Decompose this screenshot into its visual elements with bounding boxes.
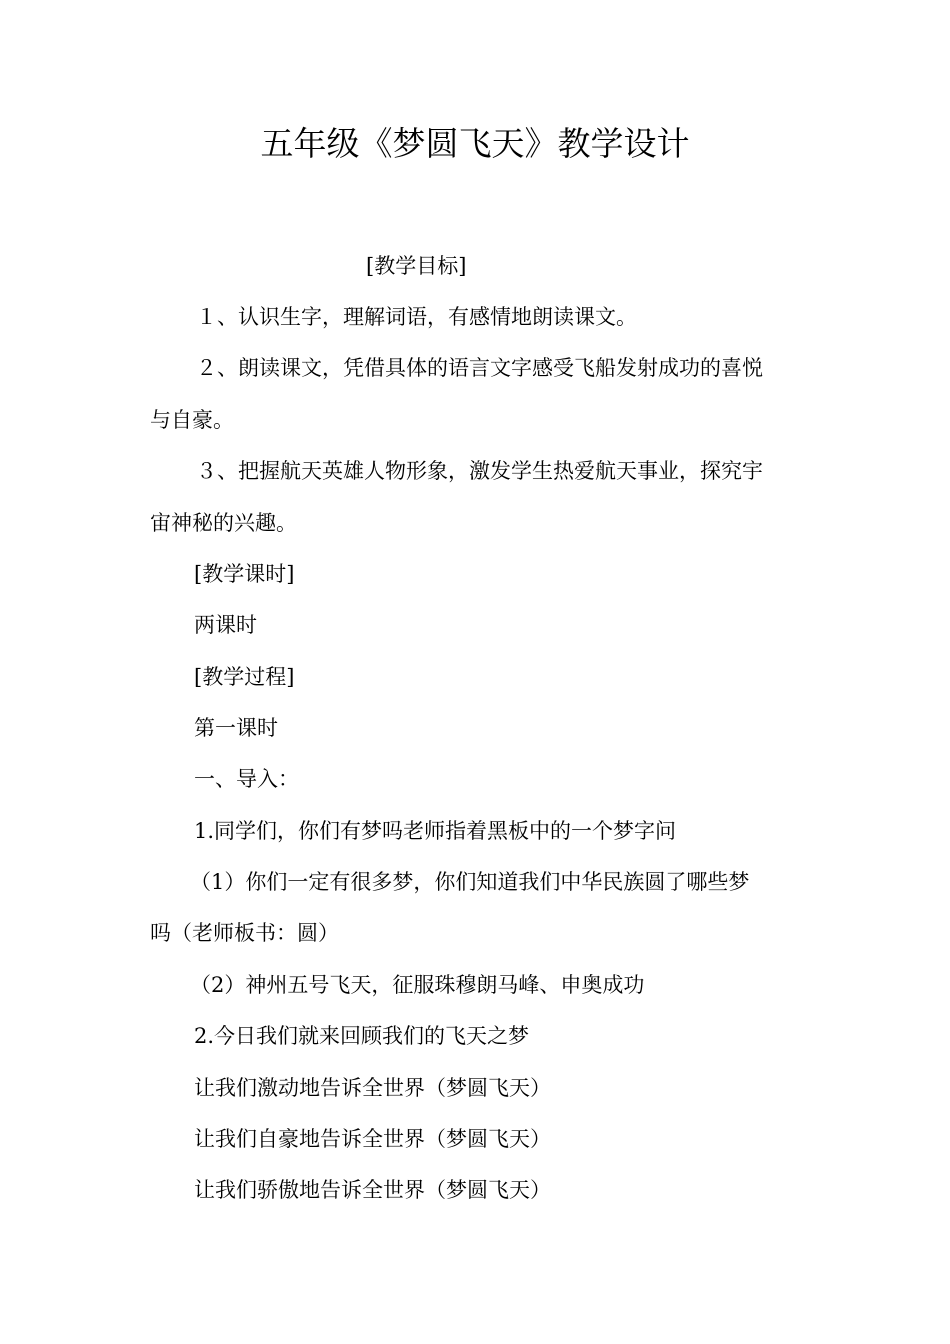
chant-2: 让我们自豪地告诉全世界（梦圆飞天） xyxy=(194,1127,551,1151)
hours-value: 两课时 xyxy=(194,613,257,637)
chant-3: 让我们骄傲地告诉全世界（梦圆飞天） xyxy=(194,1178,551,1202)
objective-3-line-2: 宙神秘的兴趣。 xyxy=(150,511,297,535)
chant-1: 让我们激动地告诉全世界（梦圆飞天） xyxy=(194,1076,551,1100)
step-1a-line-1: （1）你们一定有很多梦，你们知道我们中华民族圆了哪些梦 xyxy=(190,870,750,894)
part-1-heading: 一、导入： xyxy=(194,767,299,791)
document-title: 五年级《梦圆飞天》教学设计 xyxy=(260,124,690,163)
objective-3-line-1: ３、把握航天英雄人物形象，激发学生热爱航天事业，探究宇 xyxy=(196,459,763,483)
objective-2-line-2: 与自豪。 xyxy=(150,408,234,432)
step-1: 1.同学们，你们有梦吗老师指着黑板中的一个梦字问 xyxy=(194,819,677,843)
objective-2-line-1: ２、朗读课文，凭借具体的语言文字感受飞船发射成功的喜悦 xyxy=(196,356,763,380)
step-1a-line-2: 吗（老师板书：圆） xyxy=(150,921,339,945)
process-heading: [教学过程] xyxy=(194,665,295,689)
step-2: 2.今日我们就来回顾我们的飞天之梦 xyxy=(194,1024,530,1048)
hours-heading: [教学课时] xyxy=(194,562,295,586)
objective-1: １、认识生字，理解词语，有感情地朗读课文。 xyxy=(196,305,637,329)
lesson-1-heading: 第一课时 xyxy=(194,716,278,740)
objectives-heading: [教学目标] xyxy=(366,254,467,278)
step-1b: （2）神州五号飞天，征服珠穆朗马峰、申奥成功 xyxy=(190,973,645,997)
